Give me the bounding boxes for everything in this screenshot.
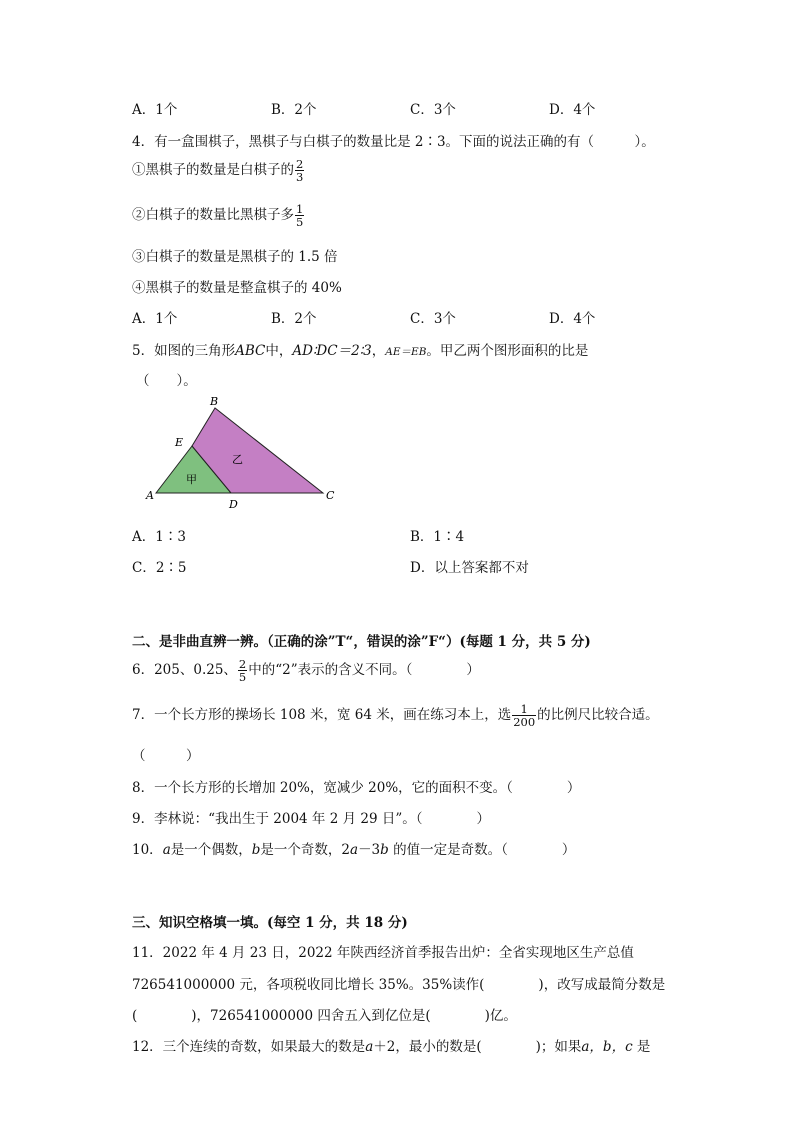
label-B: B xyxy=(210,395,219,408)
q5-stem xyxy=(132,339,588,359)
label-D: D xyxy=(229,498,238,511)
q5-sep: ， xyxy=(371,343,386,359)
q4-s1-text: ①黑棋子的数量是白棋子的 xyxy=(132,162,294,178)
q4-option-d: D．4个 xyxy=(549,311,596,327)
label-C: C xyxy=(326,489,335,502)
q12-var-a: a xyxy=(365,1039,374,1055)
label-A: A xyxy=(146,489,154,502)
q3-option-c: C．3个 xyxy=(410,102,456,118)
q5-ae-eq: AE＝EB xyxy=(385,346,427,358)
q10-var-a: a xyxy=(162,842,171,858)
q3-option-b: B．2个 xyxy=(271,102,317,118)
q4-statement-4: ④黑棋子的数量是整盒棋子的 40% xyxy=(132,280,342,296)
q4-option-a: A．1个 xyxy=(132,311,178,327)
q10 xyxy=(132,838,575,858)
q6-a: 6．205、0.25、 xyxy=(132,662,237,678)
q4-stem: 4．有一盒围棋子，黑棋子与白棋子的数量比是 2∶3。下面的说法正确的有（ ）。 xyxy=(132,134,655,150)
q9: 9．李林说：“我出生于 2004 年 2 月 29 日”。（ ） xyxy=(132,811,491,827)
q3-option-d: D．4个 xyxy=(549,102,596,118)
q6-b: 中的“2”表示的含义不同。（ ） xyxy=(248,662,480,678)
q6-den: 5 xyxy=(238,670,247,684)
q4-s1-fraction xyxy=(295,158,304,183)
label-jia: 甲 xyxy=(186,473,197,486)
q4-s1-num: 2 xyxy=(296,157,304,171)
q7-b: 的比例尺比较合适。 xyxy=(537,707,659,723)
q11-line1: 11．2022 年 4 月 23 日，2022 年陕西经济首季报告出炉：全省实现地区生产总值 xyxy=(132,945,634,961)
q11-line3: ( )，726541000000 四舍五入到亿位是( )亿。 xyxy=(132,1008,517,1024)
label-yi: 乙 xyxy=(232,453,243,466)
q5-option-b: B．1∶4 xyxy=(410,529,465,545)
q12 xyxy=(132,1035,650,1055)
q4-s2-text: ②白棋子的数量比黑棋子多 xyxy=(132,207,294,223)
q5-triangle-name: ABC xyxy=(235,343,266,359)
q7-a: 7．一个长方形的操场长 108 米，宽 64 米，画在练习本上，选 xyxy=(132,707,512,723)
q6-num: 2 xyxy=(238,657,247,671)
q6-fraction xyxy=(238,658,247,683)
q10-a: 10． xyxy=(132,842,163,858)
q7-fraction xyxy=(512,703,536,728)
q10-var-a2: a xyxy=(350,842,359,858)
q5-stem-c: 。甲乙两个图形面积的比是 xyxy=(426,343,589,359)
q4-s1-den: 3 xyxy=(296,170,304,184)
q10-d: －3 xyxy=(358,842,381,858)
q5-stem-line2: （ ）。 xyxy=(136,373,197,389)
q10-e: 的值一定是奇数。（ ） xyxy=(388,842,576,858)
q5-stem-b: 中， xyxy=(265,343,293,359)
section-2-title: 二、是非曲直辨一辨。（正确的涂”T“，错误的涂”F“）(每题 1 分，共 5 分) xyxy=(132,634,591,650)
q5-option-d: D．以上答案都不对 xyxy=(410,560,529,576)
q4-option-c: C．3个 xyxy=(410,311,456,327)
q5-stem-a: 5．如图的三角形 xyxy=(132,343,236,359)
q5-option-a: A．1∶3 xyxy=(132,529,186,545)
q5-option-c: C．2∶5 xyxy=(132,560,187,576)
q4-statement-2 xyxy=(132,203,305,228)
q11-line2: 726541000000 元，各项税收同比增长 35%。35%读作( )，改写成最简分数是 xyxy=(132,977,666,993)
q7-num: 1 xyxy=(520,702,528,716)
q12-vars: a，b，c xyxy=(581,1039,633,1055)
label-E: E xyxy=(175,436,184,449)
section-3-title: 三、知识空格填一填。(每空 1 分，共 18 分) xyxy=(132,915,408,931)
q3-option-a: A．1个 xyxy=(132,102,178,118)
q8: 8．一个长方形的长增加 20%，宽减少 20%，它的面积不变。（ ） xyxy=(132,780,581,796)
q4-statement-1 xyxy=(132,158,305,183)
q4-option-b: B．2个 xyxy=(271,311,317,327)
q12-b: ＋2，最小的数是( )；如果 xyxy=(373,1039,582,1055)
q12-a: 12．三个连续的奇数，如果最大的数是 xyxy=(132,1039,366,1055)
q5-triangle-figure xyxy=(140,390,350,515)
q7-line2: （ ） xyxy=(132,748,200,764)
q4-s2-num: 1 xyxy=(296,202,304,216)
q10-c: 是一个奇数，2 xyxy=(260,842,350,858)
q10-b: 是一个偶数， xyxy=(170,842,252,858)
q10-var-b2: b xyxy=(380,842,389,858)
q4-s2-den: 5 xyxy=(296,215,304,229)
q7 xyxy=(132,703,659,728)
q4-s2-fraction xyxy=(295,203,304,228)
q4-statement-3: ③白棋子的数量是黑棋子的 1.5 倍 xyxy=(132,249,338,265)
q12-c: 是 xyxy=(632,1039,651,1055)
q6 xyxy=(132,658,480,683)
q7-den: 200 xyxy=(513,715,536,729)
q5-ratio: AD∶DC＝2∶3 xyxy=(292,343,372,359)
q10-var-b: b xyxy=(251,842,261,858)
